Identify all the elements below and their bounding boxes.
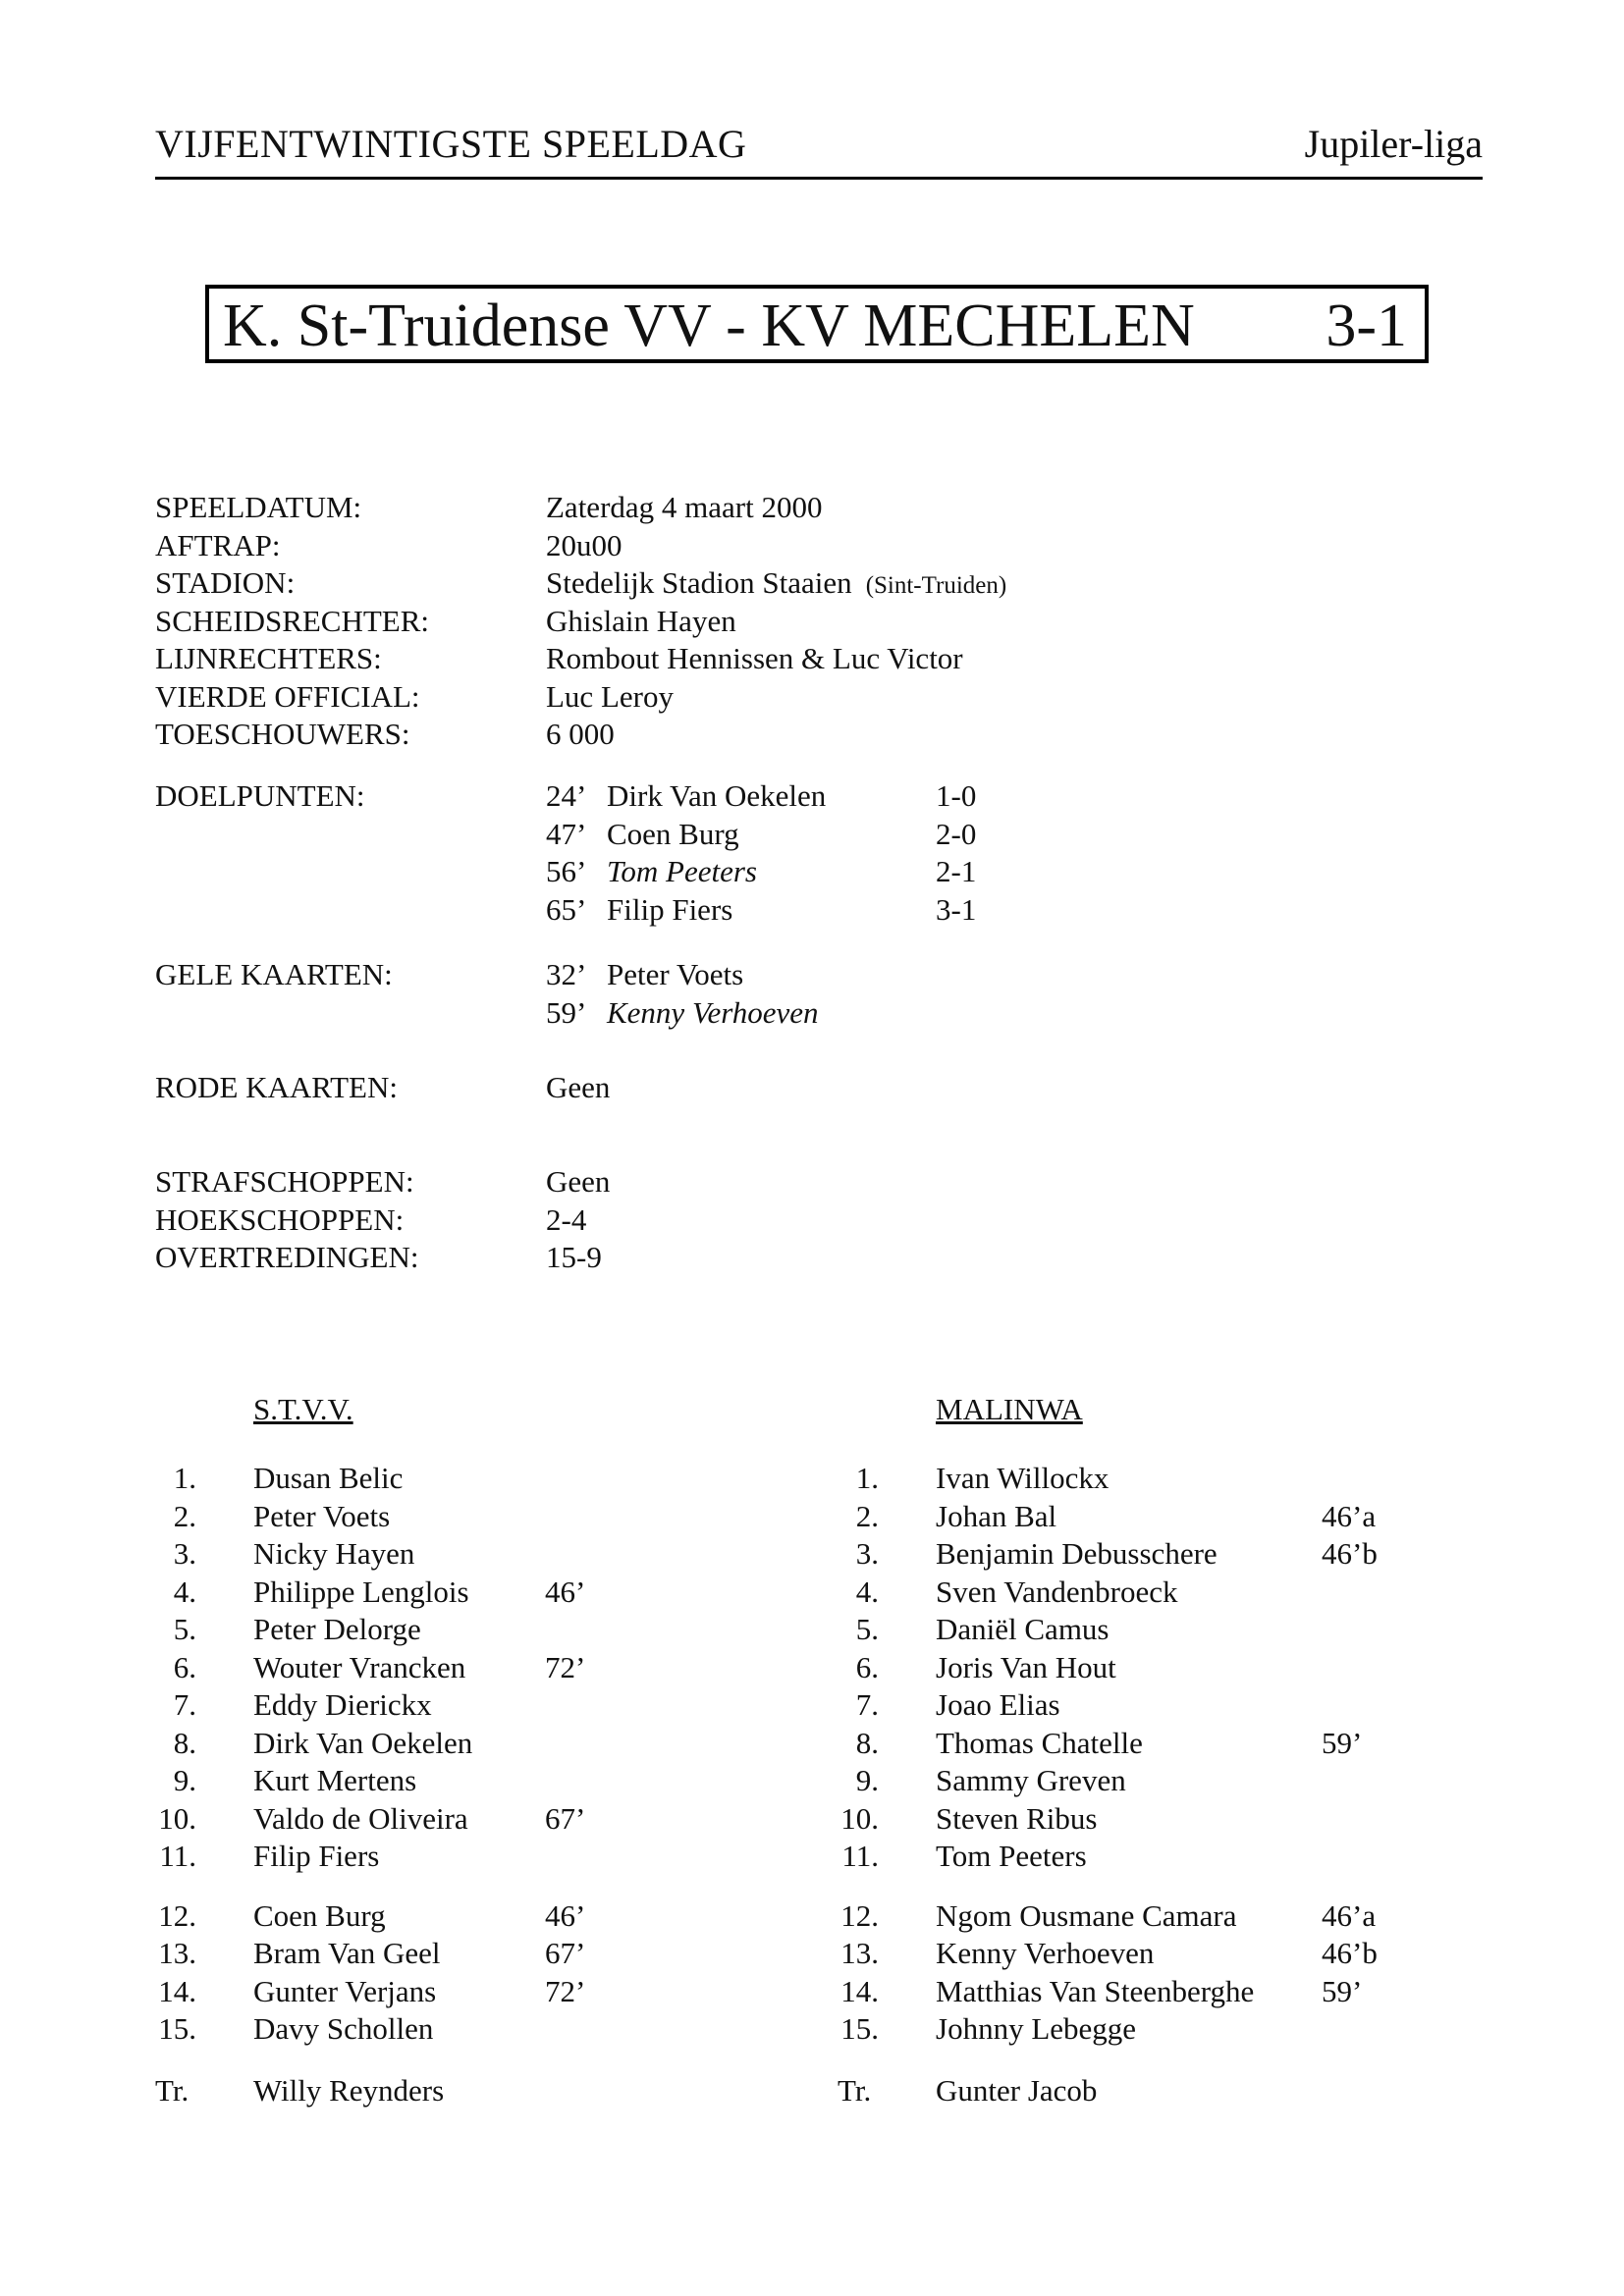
- coach-name: Gunter Jacob: [936, 2072, 1098, 2108]
- player-row: [155, 2011, 646, 2049]
- red-cards-value: Geen: [546, 1070, 611, 1104]
- player-name: Kenny Verhoeven: [936, 1936, 1155, 1970]
- shirt-number: 11.: [159, 1839, 196, 1873]
- info-row: [155, 527, 1432, 564]
- player-name: Sven Vandenbroeck: [936, 1574, 1178, 1609]
- info-value: Zaterdag 4 maart 2000: [546, 490, 823, 524]
- shirt-number: 9.: [173, 1763, 196, 1797]
- player-row: [155, 1974, 646, 2011]
- goals-label: DOELPUNTEN:: [155, 778, 365, 813]
- info-value: 20u00: [546, 527, 623, 562]
- shirt-number: 13.: [158, 1936, 196, 1970]
- player-row: [155, 1898, 646, 1936]
- stat-value: 15-9: [546, 1240, 602, 1274]
- shirt-number: 12.: [158, 1897, 196, 1933]
- player-name: Valdo de Oliveira: [253, 1800, 468, 1836]
- player-name: Steven Ribus: [936, 1800, 1098, 1836]
- player-row: [838, 1687, 1427, 1725]
- shirt-number: 2.: [855, 1498, 879, 1533]
- player-name: Kurt Mertens: [253, 1763, 417, 1797]
- shirt-number: 10.: [158, 1800, 196, 1836]
- player-row: [155, 1763, 646, 1800]
- stadium-name: Stedelijk Stadion Staaien: [546, 565, 852, 600]
- player-name: Peter Delorge: [253, 1612, 421, 1646]
- stat-label: HOEKSCHOPPEN:: [155, 1201, 405, 1237]
- substitution-minute: 46’: [545, 1897, 586, 1933]
- info-row: [155, 564, 1432, 602]
- card-row: [155, 956, 1432, 993]
- info-label: SPEELDATUM:: [155, 490, 362, 524]
- stat-row: [155, 1239, 1432, 1276]
- away-lineup: [838, 1461, 1427, 2109]
- info-row: [155, 640, 1432, 677]
- shirt-number: 4.: [173, 1574, 196, 1609]
- shirt-number: 13.: [840, 1936, 879, 1970]
- player-name: Sammy Greven: [936, 1763, 1126, 1797]
- substitution-minute: 46’b: [1322, 1536, 1378, 1571]
- player-row: [838, 1612, 1427, 1649]
- substitution-minute: 72’: [545, 1973, 586, 2008]
- stat-value: Geen: [546, 1164, 611, 1199]
- yellow-cards-label: GELE KAARTEN:: [155, 957, 393, 991]
- player-row: [155, 1612, 646, 1649]
- stat-value: 2-4: [546, 1201, 587, 1237]
- shirt-number: 14.: [158, 1973, 196, 2008]
- player-name: Benjamin Debusschere: [936, 1536, 1218, 1571]
- goal-scorer: Filip Fiers: [607, 891, 733, 927]
- shirt-number: 5.: [173, 1612, 196, 1646]
- player-name: Joris Van Hout: [936, 1649, 1116, 1684]
- goal-score: 1-0: [936, 778, 977, 813]
- info-label: VIERDE OFFICIAL:: [155, 678, 420, 714]
- league-name: Jupiler-liga: [1304, 122, 1483, 166]
- shirt-number: 11.: [841, 1839, 879, 1873]
- shirt-number: 6.: [855, 1649, 879, 1684]
- player-row: [838, 1575, 1427, 1612]
- substitution-minute: 46’a: [1322, 1498, 1377, 1533]
- shirt-number: 3.: [173, 1536, 196, 1571]
- info-row: [155, 678, 1432, 716]
- stat-row: [155, 1163, 1432, 1201]
- goal-score: 3-1: [936, 891, 977, 927]
- player-row: [838, 1536, 1427, 1574]
- player-name: Johnny Lebegge: [936, 2011, 1137, 2046]
- shirt-number: 8.: [173, 1725, 196, 1760]
- card-player: Peter Voets: [607, 957, 744, 991]
- info-value: Ghislain Hayen: [546, 603, 736, 638]
- player-name: Ivan Willockx: [936, 1461, 1110, 1495]
- shirt-number: 9.: [855, 1763, 879, 1797]
- goal-minute: 47’: [546, 816, 587, 851]
- substitution-minute: 46’a: [1322, 1897, 1377, 1933]
- goal-score: 2-1: [936, 854, 977, 888]
- goal-row: [155, 816, 1432, 853]
- shirt-number: 5.: [855, 1612, 879, 1646]
- goal-row: [155, 853, 1432, 890]
- player-row: [838, 1763, 1427, 1800]
- goal-row: [155, 891, 1432, 929]
- info-row: [155, 489, 1432, 526]
- shirt-number: 4.: [855, 1574, 879, 1609]
- player-name: Joao Elias: [936, 1687, 1060, 1722]
- player-name: Filip Fiers: [253, 1839, 380, 1873]
- player-row: [838, 1726, 1427, 1763]
- player-row: [155, 1499, 646, 1536]
- player-name: Nicky Hayen: [253, 1536, 415, 1571]
- card-minute: 32’: [546, 957, 587, 991]
- player-row: [155, 1726, 646, 1763]
- substitution-minute: 46’: [545, 1574, 586, 1609]
- match-teams: K. St-Truidense VV - KV MECHELEN: [223, 293, 1195, 359]
- info-value: Rombout Hennissen & Luc Victor: [546, 641, 963, 675]
- substitution-minute: 67’: [545, 1800, 586, 1836]
- player-row: [838, 1839, 1427, 1876]
- player-row: [155, 1936, 646, 1973]
- matchday-title: VIJFENTWINTIGSTE SPEELDAG: [155, 122, 747, 166]
- player-name: Dirk Van Oekelen: [253, 1725, 473, 1760]
- info-value: 6 000: [546, 717, 615, 751]
- player-row: [155, 1839, 646, 1876]
- substitution-minute: 46’b: [1322, 1936, 1378, 1970]
- shirt-number: 6.: [173, 1649, 196, 1684]
- info-label: LIJNRECHTERS:: [155, 641, 382, 675]
- info-label: AFTRAP:: [155, 527, 281, 562]
- home-team-name: S.T.V.V.: [253, 1392, 353, 1426]
- player-name: Johan Bal: [936, 1498, 1057, 1533]
- coach-label: Tr.: [838, 2072, 872, 2108]
- away-team-name: MALINWA: [936, 1392, 1083, 1426]
- player-row: [838, 1936, 1427, 1973]
- shirt-number: 10.: [840, 1800, 879, 1836]
- substitution-minute: 59’: [1322, 1973, 1363, 2008]
- goal-minute: 24’: [546, 778, 587, 813]
- player-name: Tom Peeters: [936, 1839, 1087, 1873]
- coach-row: [838, 2073, 1427, 2110]
- player-row: [838, 1499, 1427, 1536]
- card-row: [155, 994, 1432, 1032]
- coach-name: Willy Reynders: [253, 2072, 445, 2108]
- shirt-number: 7.: [855, 1687, 879, 1722]
- shirt-number: 1.: [173, 1461, 196, 1495]
- goal-row: [155, 777, 1432, 815]
- stat-label: STRAFSCHOPPEN:: [155, 1164, 414, 1199]
- player-name: Ngom Ousmane Camara: [936, 1897, 1237, 1933]
- card-player: Kenny Verhoeven: [607, 994, 819, 1030]
- goal-scorer: Dirk Van Oekelen: [607, 778, 827, 813]
- player-name: Matthias Van Steenberghe: [936, 1973, 1255, 2008]
- match-title-box: [205, 285, 1429, 363]
- player-name: Davy Schollen: [253, 2011, 434, 2046]
- stat-label: OVERTREDINGEN:: [155, 1240, 419, 1274]
- substitution-minute: 67’: [545, 1936, 586, 1970]
- player-row: [838, 1801, 1427, 1839]
- coach-label: Tr.: [155, 2072, 189, 2108]
- substitution-minute: 72’: [545, 1649, 586, 1684]
- info-label: TOESCHOUWERS:: [155, 717, 410, 751]
- player-name: Peter Voets: [253, 1498, 391, 1533]
- player-name: Philippe Lenglois: [253, 1574, 469, 1609]
- card-minute: 59’: [546, 994, 587, 1030]
- shirt-number: 12.: [840, 1897, 879, 1933]
- info-label: SCHEIDSRECHTER:: [155, 603, 430, 638]
- player-row: [838, 1898, 1427, 1936]
- goal-score: 2-0: [936, 816, 977, 851]
- player-name: Dusan Belic: [253, 1461, 404, 1495]
- red-cards-label: RODE KAARTEN:: [155, 1070, 398, 1104]
- info-value: Luc Leroy: [546, 678, 674, 714]
- player-name: Thomas Chatelle: [936, 1725, 1143, 1760]
- info-row: [155, 603, 1432, 640]
- player-name: Gunter Verjans: [253, 1973, 437, 2008]
- page-header: [155, 116, 1483, 180]
- match-score: 3-1: [1326, 293, 1407, 359]
- player-name: Bram Van Geel: [253, 1936, 441, 1970]
- substitution-minute: 59’: [1322, 1725, 1363, 1760]
- player-row: [155, 1536, 646, 1574]
- goal-scorer: Coen Burg: [607, 816, 739, 851]
- player-name: Coen Burg: [253, 1897, 386, 1933]
- player-row: [155, 1801, 646, 1839]
- home-lineup: [155, 1461, 646, 2109]
- shirt-number: 2.: [173, 1498, 196, 1533]
- player-row: [155, 1461, 646, 1498]
- shirt-number: 1.: [855, 1461, 879, 1495]
- shirt-number: 7.: [173, 1687, 196, 1722]
- player-row: [838, 2011, 1427, 2049]
- info-row: [155, 1069, 1432, 1106]
- player-row: [155, 1650, 646, 1687]
- player-row: [838, 1461, 1427, 1498]
- stadium-city: (Sint-Truiden): [865, 572, 1007, 599]
- player-name: Eddy Dierickx: [253, 1687, 432, 1722]
- player-row: [838, 1974, 1427, 2011]
- goal-minute: 65’: [546, 891, 587, 927]
- shirt-number: 15.: [840, 2011, 879, 2046]
- shirt-number: 8.: [855, 1725, 879, 1760]
- goal-minute: 56’: [546, 854, 587, 888]
- player-row: [838, 1650, 1427, 1687]
- info-label: STADION:: [155, 565, 296, 600]
- player-name: Daniël Camus: [936, 1612, 1110, 1646]
- stat-row: [155, 1201, 1432, 1239]
- coach-row: [155, 2073, 646, 2110]
- player-row: [155, 1575, 646, 1612]
- player-row: [155, 1687, 646, 1725]
- info-row: [155, 716, 1432, 753]
- goal-scorer: Tom Peeters: [607, 854, 757, 888]
- shirt-number: 14.: [840, 1973, 879, 2008]
- shirt-number: 15.: [158, 2011, 196, 2046]
- player-name: Wouter Vrancken: [253, 1649, 466, 1684]
- shirt-number: 3.: [855, 1536, 879, 1571]
- info-value: [546, 564, 1006, 606]
